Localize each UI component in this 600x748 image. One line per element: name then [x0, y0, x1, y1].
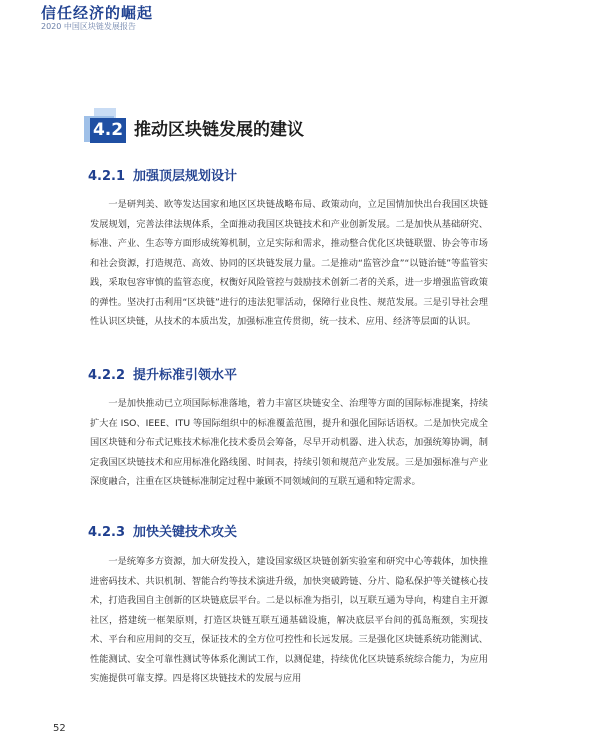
paragraph-text: 一是加快推动已立项国际标准落地，着力丰富区块链安全、治理等方面的国际标准提案，持续扩大在 ISO、IEEE、ITU 等国际组织中的标准覆盖范围，提升和强化国际话语权。二是加快完成全国区块链和分布式记账技术标准化技术委员会筹备，尽早开动机器、进入状态，加强统筹协调，制定我国区块链技术和应用标准化路线图、时间表，持续引领和规范产业发展。三是加强标准与产业深度融合，注重在区块链标准制定过程中兼顾不同领域间的互联互通和特定需求。: [90, 398, 488, 487]
section-number: 4.2: [90, 118, 126, 143]
subsection-number: 4.2.2: [88, 368, 126, 383]
paragraph-text: 一是研判美、欧等发达国家和地区区块链战略布局、政策动向，立足国情加快出台我国区块链发展规划，完善法律法规体系，全面推动我国区块链技术和产业创新发展。二是加快从基础研究、标准、产业、生态等方面形成统筹机制，立足实际和需求，推动整合优化区块链联盟、协会等市场和社会资源，打造规范、高效、协同的区块链发展力量。二是推动“监管沙盒”“以链治链”等监管实践，采取包容审慎的监管态度，权衡好风险管控与鼓励技术创新二者的关系，进一步增强监管政策的弹性。坚决打击利用“区块链”进行的违法犯罪活动，保障行业良性、规范发展。三是引导社会理性认识区块链，从技术的本质出发，加强标准宣传贯彻，统一技术、应用、经济等层面的认识。: [90, 199, 488, 327]
paragraph: [90, 394, 488, 492]
subsection-heading: [88, 367, 237, 385]
subsection-heading: [88, 168, 237, 186]
subsection-title: 加强顶层规划设计: [133, 169, 238, 184]
section-heading: [80, 114, 510, 144]
header-subtitle: 2020 中国区块链发展报告: [41, 22, 136, 31]
paragraph-text: 一是统筹多方资源，加大研发投入，建设国家级区块链创新实验室和研究中心等载体，加快推进密码技术、共识机制、智能合约等技术演进升级，加快突破跨链、分片、隐私保护等关键核心技术，打造我国自主创新的区块链底层平台。二是以标准为指引，以互联互通为导向，构建自主开源社区，搭建统一框架原则，打造区块链互联互通基础设施，解决底层平台间的孤岛瓶颈，实现技术、平台和应用间的交互，保证技术的全方位可控性和长远发展。三是强化区块链系统功能测试、性能测试、安全可靠性测试等体系化测试工作，以测促建，持续优化区块链系统综合能力，为应用实施提供可靠支撑。四是将区块链技术的发展与应用: [90, 556, 488, 684]
section-title: 推动区块链发展的建议: [134, 120, 304, 140]
subsection-heading: [88, 524, 237, 542]
subsection-number: 4.2.1: [88, 169, 126, 184]
subsection-number: 4.2.3: [88, 525, 126, 540]
header-title: 信任经济的崛起: [41, 4, 154, 22]
page-number: 52: [53, 723, 66, 734]
paragraph: [90, 552, 488, 689]
running-header: [41, 5, 153, 32]
paragraph: [90, 195, 488, 332]
subsection-title: 提升标准引领水平: [133, 368, 238, 383]
subsection-title: 加快关键技术攻关: [133, 525, 238, 540]
